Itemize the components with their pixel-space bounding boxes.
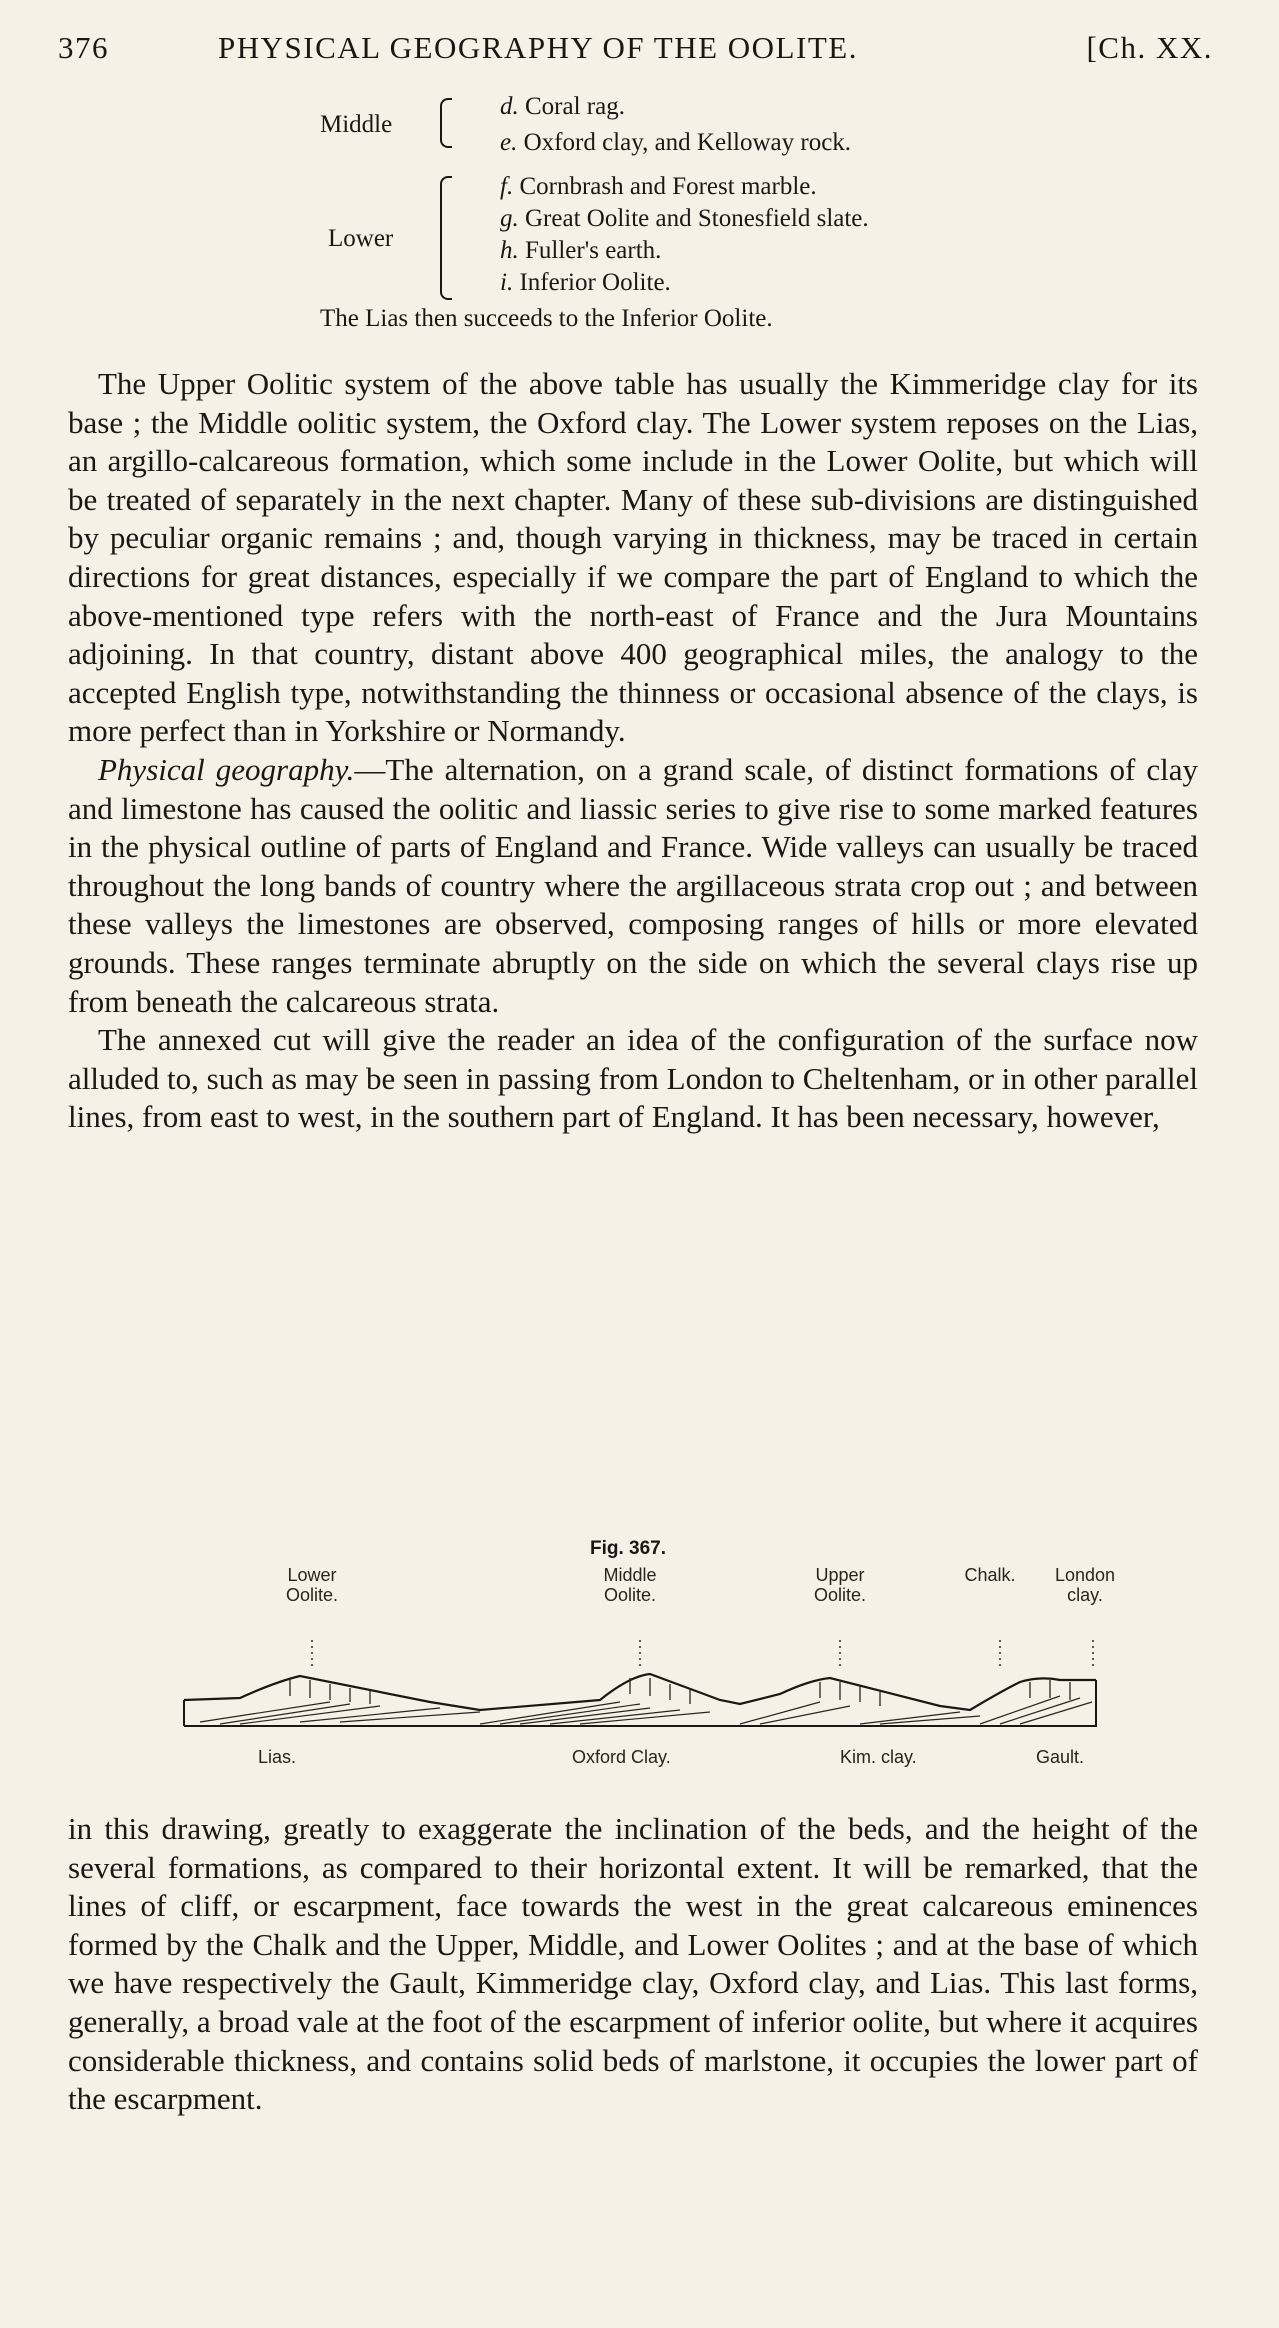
- paragraph: [68, 751, 1198, 1021]
- paragraph: in this drawing, greatly to exaggerate the inclination of the beds, and the height of the several formations, as compared to their horizontal extent. It will be remarked, that the lines of cliff, or escarpment, face towards the west in the great calcareous eminences formed by the Chalk and the Upper, Middle, and Lower Oolites ; and at the base of which we have respectively the Gault, Kimmeridge clay, Oxford clay, and Lias. This last forms, generally, a broad vale at the foot of the escarpment of inferior oolite, but where it acquires considerable thickness, and contains solid beds of marlstone, it occupies the lower part of the escarpment.: [68, 1811, 1198, 2117]
- class-row-g: [500, 204, 869, 233]
- fig-label-kim-clay: Kim. clay.: [840, 1747, 917, 1767]
- class-row-h: [500, 236, 661, 265]
- fig-label-oxford-clay: Oxford Clay.: [572, 1747, 671, 1767]
- fig-label-middle-oolite: Middle Oolite.: [603, 1565, 657, 1605]
- body-text-upper: [68, 365, 1198, 1137]
- group-label-lower: Lower: [328, 225, 394, 252]
- row-text: Fuller's earth.: [525, 237, 662, 264]
- fig-label-lias: Lias.: [258, 1747, 297, 1767]
- page-number: 376: [58, 30, 109, 65]
- row-letter: i.: [500, 269, 514, 296]
- running-title: PHYSICAL GEOGRAPHY OF THE OOLITE.: [218, 30, 858, 65]
- fig-label-upper-oolite: Upper Oolite.: [813, 1565, 867, 1605]
- classification-footer: The Lias then succeeds to the Inferior Oolite.: [320, 305, 773, 332]
- row-letter: d.: [500, 93, 519, 120]
- class-row-i: [500, 268, 671, 297]
- row-letter: h.: [500, 237, 519, 264]
- geological-section-drawing: [180, 1640, 1100, 1730]
- row-letter: g.: [500, 205, 519, 232]
- fig-label-lower-oolite: Lower Oolite.: [285, 1565, 339, 1605]
- body-text-lower: [68, 1810, 1198, 2119]
- class-row-e: [500, 128, 851, 157]
- brace-middle: [440, 98, 452, 148]
- row-letter: e.: [500, 129, 518, 156]
- row-text: Inferior Oolite.: [519, 269, 671, 296]
- group-label-middle: Middle: [320, 111, 393, 138]
- section-heading: Physical geography.: [98, 751, 355, 787]
- row-letter: f.: [500, 173, 514, 200]
- row-text: Coral rag.: [525, 93, 625, 120]
- paragraph: The annexed cut will give the reader an idea of the configuration of the surface now alluded to, such as may be seen in passing from London to Cheltenham, or in other parallel lines, from east to west, in the southern part of England. It has been necessary, however,: [68, 1022, 1198, 1135]
- row-text: Cornbrash and Forest marble.: [519, 173, 817, 200]
- class-row-f: [500, 172, 817, 201]
- fig-label-london-clay: London clay.: [1054, 1565, 1116, 1605]
- fig-label-gault: Gault.: [1036, 1747, 1085, 1767]
- paragraph-text: —The alternation, on a grand scale, of distinct formations of clay and limestone has caused the oolitic and liassic series to give rise to some marked features in the physical outline of parts of England and France. Wide valleys can usually be traced throughout the long bands of country where the argillaceous strata crop out ; and between these valleys the limestones are observed, composing ranges of hills or more elevated grounds. These ranges terminate abruptly on the side on which the several clays rise up from beneath the calcareous strata.: [68, 751, 1198, 1019]
- figure-caption: Fig. 367.: [590, 1538, 667, 1559]
- brace-lower: [440, 176, 452, 300]
- row-text: Oxford clay, and Kelloway rock.: [523, 129, 852, 156]
- class-row-d: [500, 92, 625, 121]
- paragraph: The Upper Oolitic system of the above table has usually the Kimmeridge clay for its base ; the Middle oolitic system, the Oxford clay. The Lower system reposes on the Lias, an argillo-calcareous formation, which some include in the Lower Oolite, but which will be treated of separately in the next chapter. Many of these sub-divisions are distinguished by peculiar organic remains ; and, though varying in thickness, may be traced in certain directions for great distances, especially if we compare the part of England to which the above-mentioned type refers with the north-east of France and the Jura Mountains adjoining. In that country, distant above 400 geographical miles, the analogy to the accepted English type, notwithstanding the thinness or occasional absence of the clays, is more perfect than in Yorkshire or Normandy.: [68, 366, 1198, 749]
- fig-label-chalk: Chalk.: [964, 1565, 1016, 1585]
- classification-table: [0, 0, 1279, 340]
- chapter-marker: [Ch. XX.: [1086, 30, 1213, 65]
- row-text: Great Oolite and Stonesfield slate.: [525, 205, 869, 232]
